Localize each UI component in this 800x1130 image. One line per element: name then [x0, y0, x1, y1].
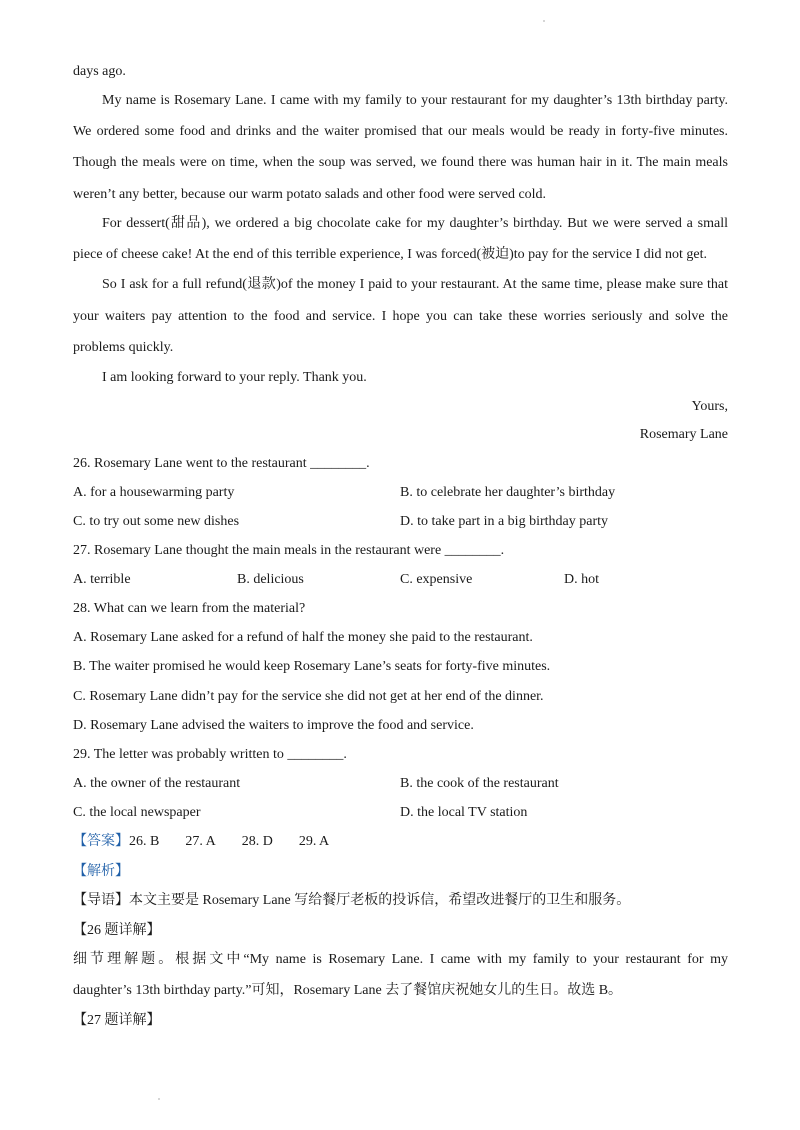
option-b: B. delicious [237, 572, 304, 587]
question-stem: 28. What can we learn from the material? [73, 601, 306, 616]
option-b: B. the cook of the restaurant [400, 776, 559, 791]
question-stem: 29. The letter was probably written to ________. [73, 747, 347, 762]
passage-line: So I ask for a full refund(退款)of the money I paid to your restaurant. At the same time, please make sure that [102, 277, 728, 292]
passage-line: days ago. [73, 64, 126, 79]
scan-speck [158, 1098, 160, 1100]
option-c: C. the local newspaper [73, 805, 201, 820]
passage-line: I am looking forward to your reply. Thank you. [102, 370, 367, 385]
passage-line: your waiters pay attention to the food and service. I hope you can take these worries seriously and solve the [73, 309, 728, 324]
answer-label: 【答案】 [73, 834, 129, 849]
option-c: C. to try out some new dishes [73, 514, 240, 529]
option-d: D. hot [564, 572, 599, 587]
answer-item: 26. B [129, 834, 160, 849]
option-d: D. the local TV station [400, 805, 528, 820]
guide-text: 【导语】本文主要是 Rosemary Lane 写给餐厅老板的投诉信，希望改进餐厅的卫生和服务。 [73, 893, 631, 908]
passage-line: weren’t any better, because our warm potato salads and other food were served cold. [73, 187, 547, 202]
option-c: C. expensive [400, 572, 473, 587]
option-a: A. Rosemary Lane asked for a refund of half the money she paid to the restaurant. [73, 630, 533, 645]
q26-explanation: daughter’s 13th birthday party.”可知，Rosemary Lane 去了餐馆庆祝她女儿的生日。故选 B。 [73, 983, 623, 998]
letter-signature: Rosemary Lane [639, 427, 728, 442]
option-b: B. The waiter promised he would keep Rosemary Lane’s seats for forty-five minutes. [73, 659, 551, 674]
scan-speck [543, 20, 545, 22]
analysis-label: 【解析】 [73, 864, 129, 879]
passage-line: problems quickly. [73, 340, 174, 355]
passage-line: Though the meals were on time, when the soup was served, we found there was human hair in it. The main meals [73, 155, 728, 170]
option-d: D. Rosemary Lane advised the waiters to improve the food and service. [73, 718, 474, 733]
passage-line: For dessert(甜品), we ordered a big chocolate cake for my daughter’s birthday. But we were served a small [102, 216, 728, 231]
option-d: D. to take part in a big birthday party [400, 514, 608, 529]
letter-closing: Yours, [691, 399, 728, 414]
question-stem: 26. Rosemary Lane went to the restaurant ________. [73, 456, 370, 471]
passage-line: We ordered some food and drinks and the waiter promised that our meals would be ready in forty-five minutes. [73, 124, 728, 139]
option-a: A. terrible [73, 572, 131, 587]
answer-line [73, 832, 728, 852]
passage-line: piece of cheese cake! At the end of this terrible experience, I was forced(被迫)to pay for the service I did not get. [73, 247, 708, 262]
q26-explanation: 细节理解题。根据文中“My name is Rosemary Lane. I came with my family to your restaurant for my [73, 952, 728, 967]
passage-line: My name is Rosemary Lane. I came with my family to your restaurant for my daughter’s 13th birthday party. [102, 93, 728, 108]
option-c: C. Rosemary Lane didn’t pay for the service she did not get at her end of the dinner. [73, 689, 544, 704]
q27-heading: 【27 题详解】 [73, 1013, 161, 1028]
option-b: B. to celebrate her daughter’s birthday [400, 485, 616, 500]
answer-item: 27. A [185, 834, 216, 849]
q26-heading: 【26 题详解】 [73, 923, 161, 938]
answer-item: 29. A [298, 834, 330, 849]
question-stem: 27. Rosemary Lane thought the main meals in the restaurant were ________. [73, 543, 505, 558]
answer-item: 28. D [241, 834, 273, 849]
option-a: A. for a housewarming party [73, 485, 235, 500]
option-a: A. the owner of the restaurant [73, 776, 241, 791]
